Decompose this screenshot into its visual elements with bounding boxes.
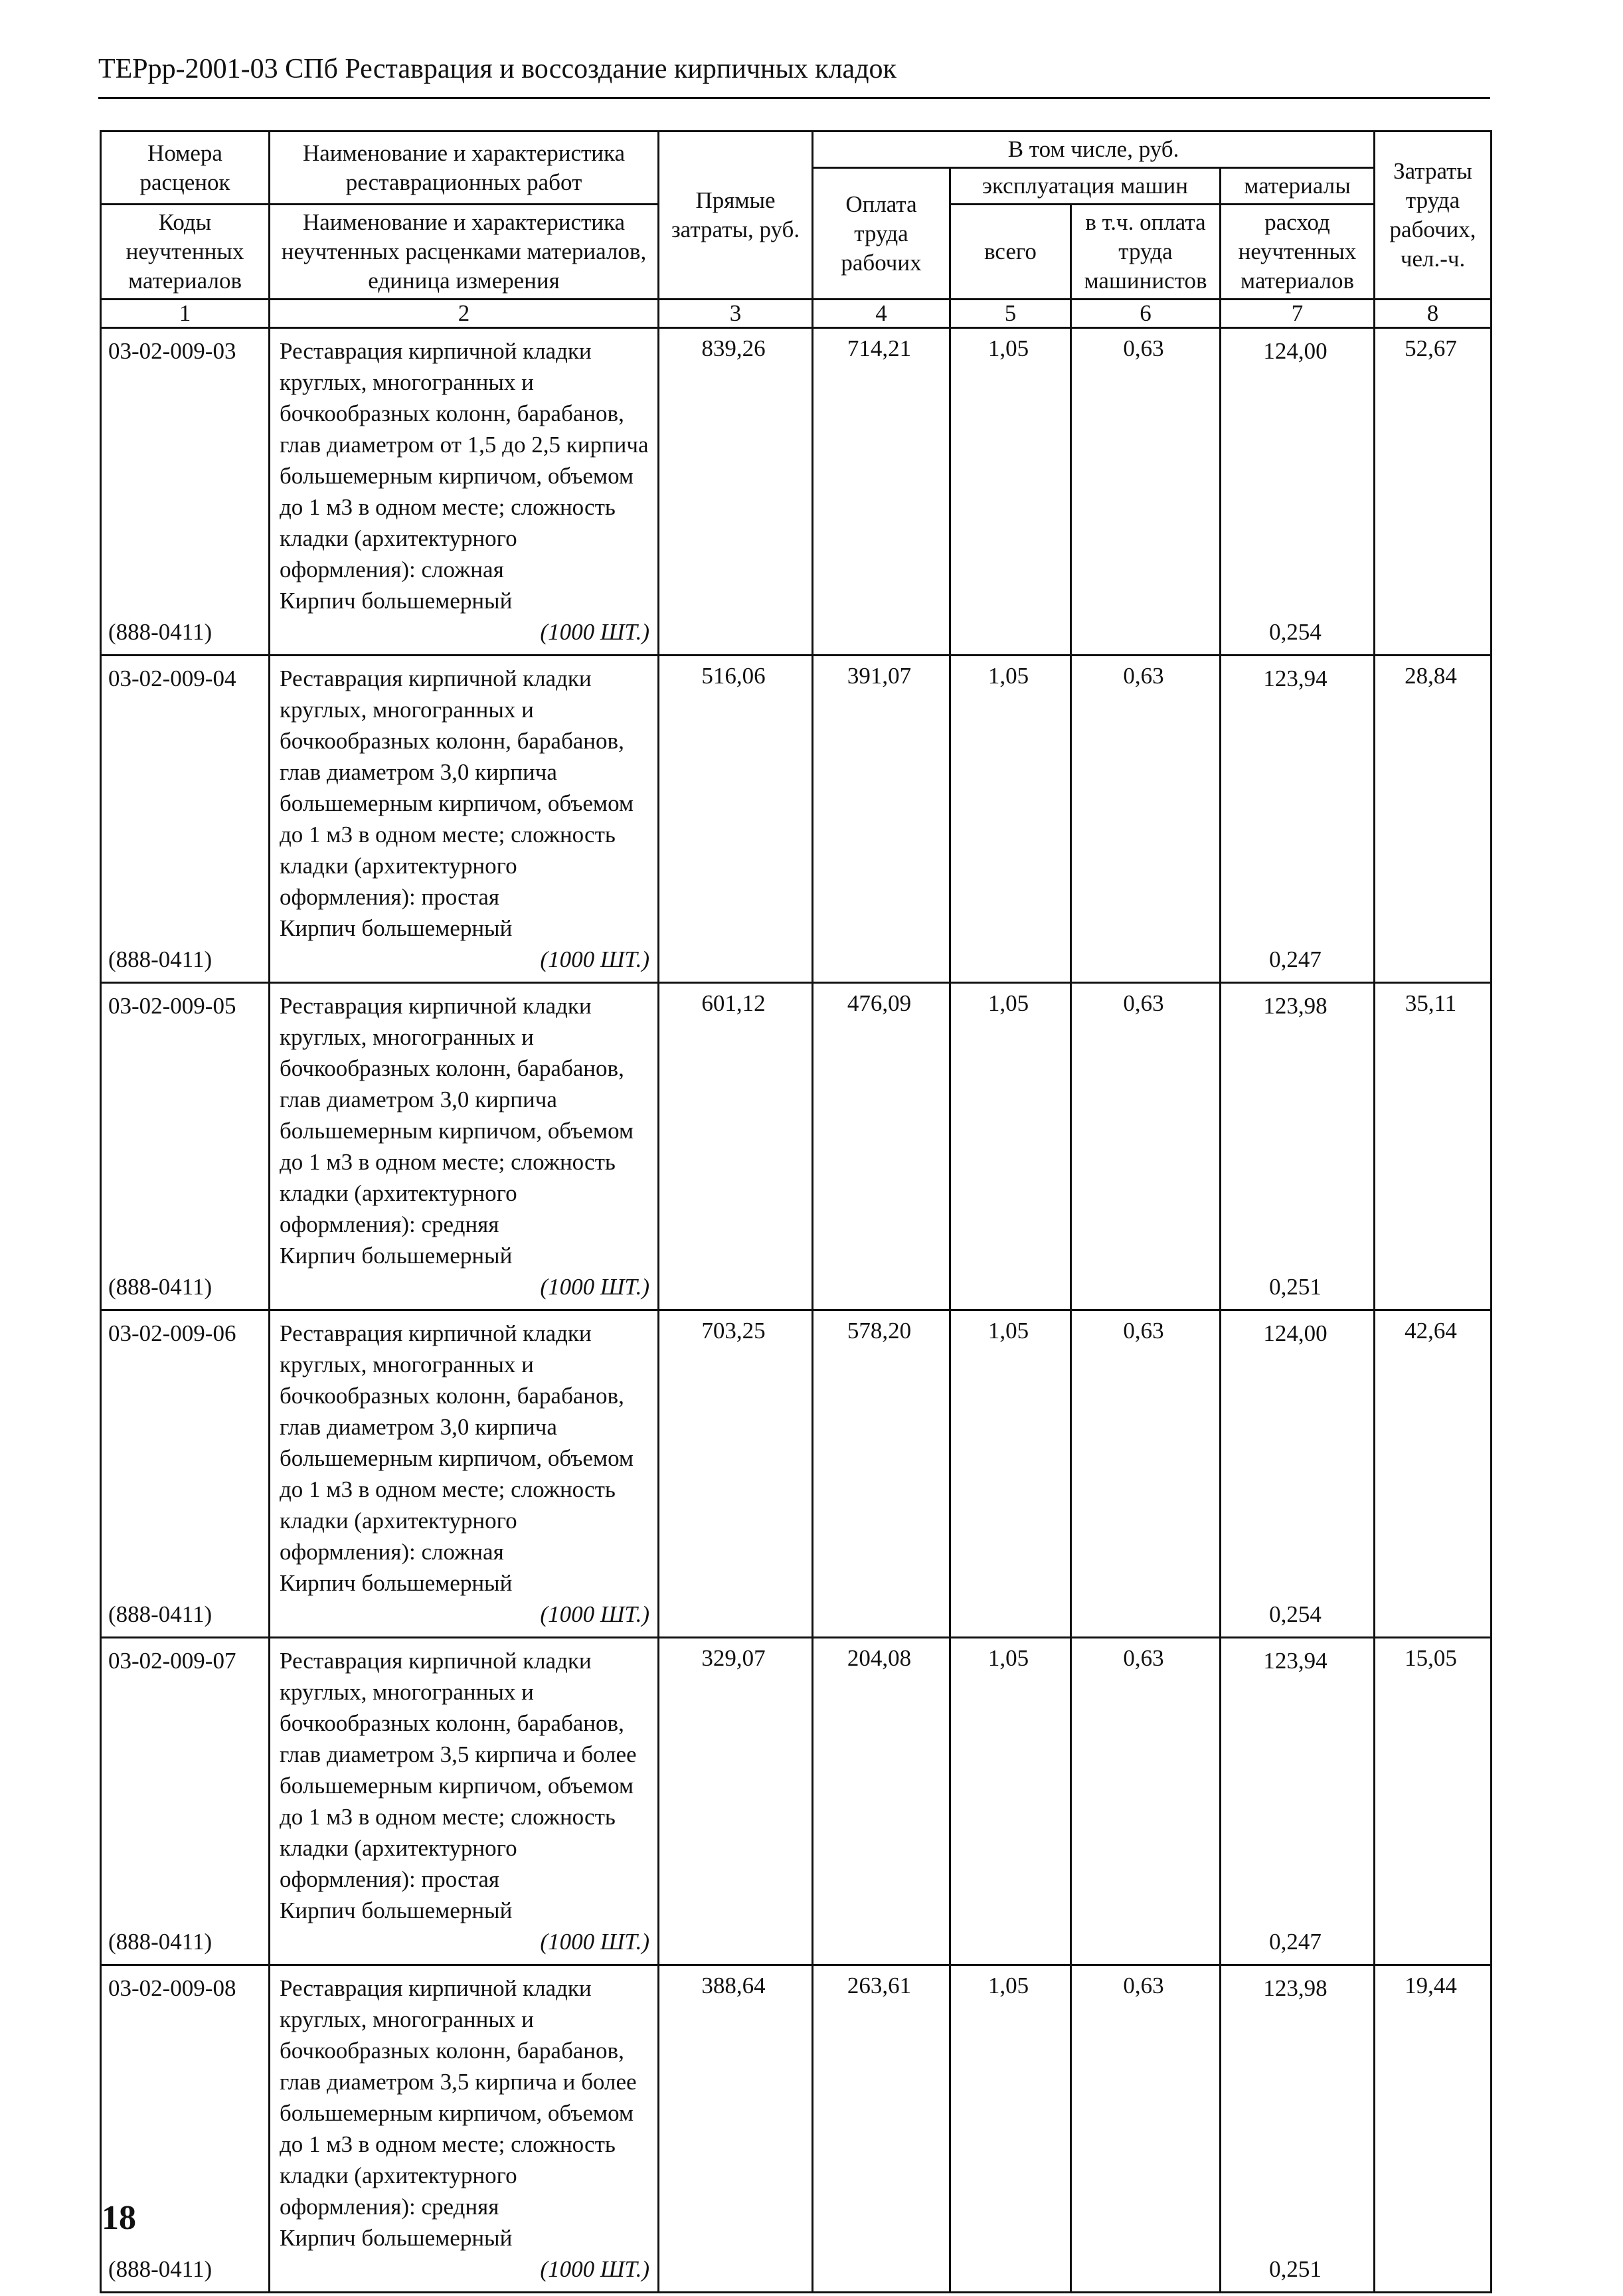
table-row [101, 1310, 1492, 1638]
rate-code-cell [101, 1310, 270, 1638]
table-row [101, 656, 1492, 983]
header-material-codes: Коды неучтенных материалов [101, 205, 270, 300]
header-labor-costs: Затраты труда рабочих, чел.-ч. [1375, 132, 1492, 300]
column-number: 4 [813, 300, 950, 328]
header-direct-costs: Прямые затраты, руб. [659, 132, 813, 300]
header-materials: материалы [1221, 168, 1375, 205]
labor-hours: 52,67 [1375, 328, 1492, 656]
rate-code: 03-02-009-04 [108, 665, 236, 691]
rate-code-cell [101, 1638, 270, 1965]
materials-cost: 123,98 [1263, 1975, 1327, 2001]
material-name: Кирпич большемерный [280, 1898, 513, 1923]
material-code: (888-0411) [108, 1601, 213, 1627]
rate-name-cell [270, 1310, 659, 1638]
table-row [101, 328, 1492, 656]
rate-code: 03-02-009-05 [108, 993, 236, 1019]
labor-hours: 15,05 [1375, 1638, 1492, 1965]
rate-description: Реставрация кирпичной кладки круглых, многогранных и бочкообразных колонн, барабанов, глав диаметром от 1,5 до 2,5 кирпича большемерным кирпичом, объемом до 1 м3 в одном месте; сложность кладки (архитектурного оформления): сложная [280, 338, 649, 582]
column-number: 2 [270, 300, 659, 328]
labor-pay: 476,09 [813, 983, 950, 1310]
header-machines: эксплуатация машин [950, 168, 1221, 205]
materials-cost: 123,94 [1263, 1648, 1327, 1674]
rate-code-cell [101, 1965, 270, 2293]
rate-code: 03-02-009-06 [108, 1320, 236, 1346]
rate-description: Реставрация кирпичной кладки круглых, многогранных и бочкообразных колонн, барабанов, глав диаметром 3,5 кирпича и более большемерным кирпичом, объемом до 1 м3 в одном месте; сложность кладки (архитектурного оформления): средняя [280, 1975, 637, 2220]
rate-code: 03-02-009-07 [108, 1648, 236, 1674]
material-code: (888-0411) [108, 619, 213, 645]
material-unit: (1000 ШТ.) [540, 619, 649, 645]
column-number: 1 [101, 300, 270, 328]
machines-total: 1,05 [950, 1638, 1071, 1965]
material-unit: (1000 ШТ.) [540, 1274, 649, 1300]
rate-description: Реставрация кирпичной кладки круглых, многогранных и бочкообразных колонн, барабанов, глав диаметром 3,0 кирпича большемерным кирпичом, объемом до 1 м3 в одном месте; сложность кладки (архитектурного оформления): сложная [280, 1320, 634, 1565]
rate-description: Реставрация кирпичной кладки круглых, многогранных и бочкообразных колонн, барабанов, глав диаметром 3,0 кирпича большемерным кирпичом, объемом до 1 м3 в одном месте; сложность кладки (архитектурного оформления): простая [280, 665, 634, 910]
rate-description: Реставрация кирпичной кладки круглых, многогранных и бочкообразных колонн, барабанов, глав диаметром 3,5 кирпича и более большемерным кирпичом, объемом до 1 м3 в одном месте; сложность кладки (архитектурного оформления): простая [280, 1648, 637, 1892]
material-quantity: 0,251 [1269, 1274, 1322, 1300]
machines-total: 1,05 [950, 983, 1071, 1310]
materials-cost: 124,00 [1263, 1320, 1327, 1346]
header-rate-numbers: Номера расценок [101, 132, 270, 205]
column-number: 5 [950, 300, 1071, 328]
material-name: Кирпич большемерный [280, 1243, 513, 1269]
labor-pay: 204,08 [813, 1638, 950, 1965]
materials-cell [1221, 328, 1375, 656]
column-number: 7 [1221, 300, 1375, 328]
column-number: 8 [1375, 300, 1492, 328]
header-machine-operators: в т.ч. оплата труда машинистов [1071, 205, 1221, 300]
materials-cell [1221, 1965, 1375, 2293]
labor-pay: 263,61 [813, 1965, 950, 2293]
machine-operators-pay: 0,63 [1071, 983, 1221, 1310]
rate-name-cell [270, 1965, 659, 2293]
material-unit: (1000 ШТ.) [540, 946, 649, 972]
labor-pay: 578,20 [813, 1310, 950, 1638]
rate-name-cell [270, 328, 659, 656]
material-name: Кирпич большемерный [280, 915, 513, 941]
material-quantity: 0,247 [1269, 1929, 1322, 1955]
header-including: В том числе, руб. [813, 132, 1375, 168]
machine-operators-pay: 0,63 [1071, 328, 1221, 656]
materials-cost: 123,98 [1263, 993, 1327, 1019]
table-row [101, 1638, 1492, 1965]
table-row [101, 1965, 1492, 2293]
material-quantity: 0,251 [1269, 2256, 1322, 2282]
direct-costs: 703,25 [659, 1310, 813, 1638]
machine-operators-pay: 0,63 [1071, 656, 1221, 983]
machine-operators-pay: 0,63 [1071, 1310, 1221, 1638]
labor-hours: 19,44 [1375, 1965, 1492, 2293]
direct-costs: 601,12 [659, 983, 813, 1310]
header-machines-total: всего [950, 205, 1071, 300]
material-name: Кирпич большемерный [280, 588, 513, 614]
materials-cell [1221, 983, 1375, 1310]
materials-cost: 124,00 [1263, 338, 1327, 364]
material-unit: (1000 ШТ.) [540, 2256, 649, 2282]
machine-operators-pay: 0,63 [1071, 1965, 1221, 2293]
materials-cell [1221, 1638, 1375, 1965]
rate-code: 03-02-009-08 [108, 1975, 236, 2001]
header-labor-pay: Оплата труда рабочих [813, 168, 950, 300]
table-header [101, 132, 1492, 328]
header-material-names: Наименование и характеристика неучтенных расценками материалов, единица измерения [270, 205, 659, 300]
table-row [101, 983, 1492, 1310]
materials-cell [1221, 1310, 1375, 1638]
material-quantity: 0,254 [1269, 1601, 1322, 1627]
page-number: 18 [102, 2199, 136, 2237]
material-quantity: 0,254 [1269, 619, 1322, 645]
header-material-usage: расход неучтенных материалов [1221, 205, 1375, 300]
materials-cost: 123,94 [1263, 665, 1327, 691]
column-number: 3 [659, 300, 813, 328]
material-name: Кирпич большемерный [280, 1570, 513, 1596]
direct-costs: 329,07 [659, 1638, 813, 1965]
material-name: Кирпич большемерный [280, 2225, 513, 2251]
materials-cell [1221, 656, 1375, 983]
material-code: (888-0411) [108, 946, 213, 972]
labor-pay: 714,21 [813, 328, 950, 656]
direct-costs: 516,06 [659, 656, 813, 983]
material-code: (888-0411) [108, 1274, 213, 1300]
labor-hours: 35,11 [1375, 983, 1492, 1310]
header-work-name: Наименование и характеристика реставрационных работ [270, 132, 659, 205]
machines-total: 1,05 [950, 1310, 1071, 1638]
machines-total: 1,05 [950, 656, 1071, 983]
rate-description: Реставрация кирпичной кладки круглых, многогранных и бочкообразных колонн, барабанов, глав диаметром 3,0 кирпича большемерным кирпичом, объемом до 1 м3 в одном месте; сложность кладки (архитектурного оформления): средняя [280, 993, 634, 1237]
material-unit: (1000 ШТ.) [540, 1929, 649, 1955]
labor-hours: 28,84 [1375, 656, 1492, 983]
column-number: 6 [1071, 300, 1221, 328]
material-unit: (1000 ШТ.) [540, 1601, 649, 1627]
machines-total: 1,05 [950, 1965, 1071, 2293]
machines-total: 1,05 [950, 328, 1071, 656]
labor-hours: 42,64 [1375, 1310, 1492, 1638]
material-code: (888-0411) [108, 1929, 213, 1955]
direct-costs: 839,26 [659, 328, 813, 656]
rate-code-cell [101, 983, 270, 1310]
direct-costs: 388,64 [659, 1965, 813, 2293]
rate-name-cell [270, 656, 659, 983]
rate-code-cell [101, 328, 270, 656]
machine-operators-pay: 0,63 [1071, 1638, 1221, 1965]
rate-name-cell [270, 983, 659, 1310]
table-body [101, 328, 1492, 2293]
rate-code: 03-02-009-03 [108, 338, 236, 364]
header-rule [98, 97, 1490, 99]
labor-pay: 391,07 [813, 656, 950, 983]
material-quantity: 0,247 [1269, 946, 1322, 972]
rates-table [100, 130, 1492, 2293]
column-numbers-row [101, 300, 1492, 328]
rate-code-cell [101, 656, 270, 983]
rate-name-cell [270, 1638, 659, 1965]
page-header: ТЕРрр-2001-03 СПб Реставрация и воссоздание кирпичных кладок [98, 54, 897, 84]
material-code: (888-0411) [108, 2256, 213, 2282]
